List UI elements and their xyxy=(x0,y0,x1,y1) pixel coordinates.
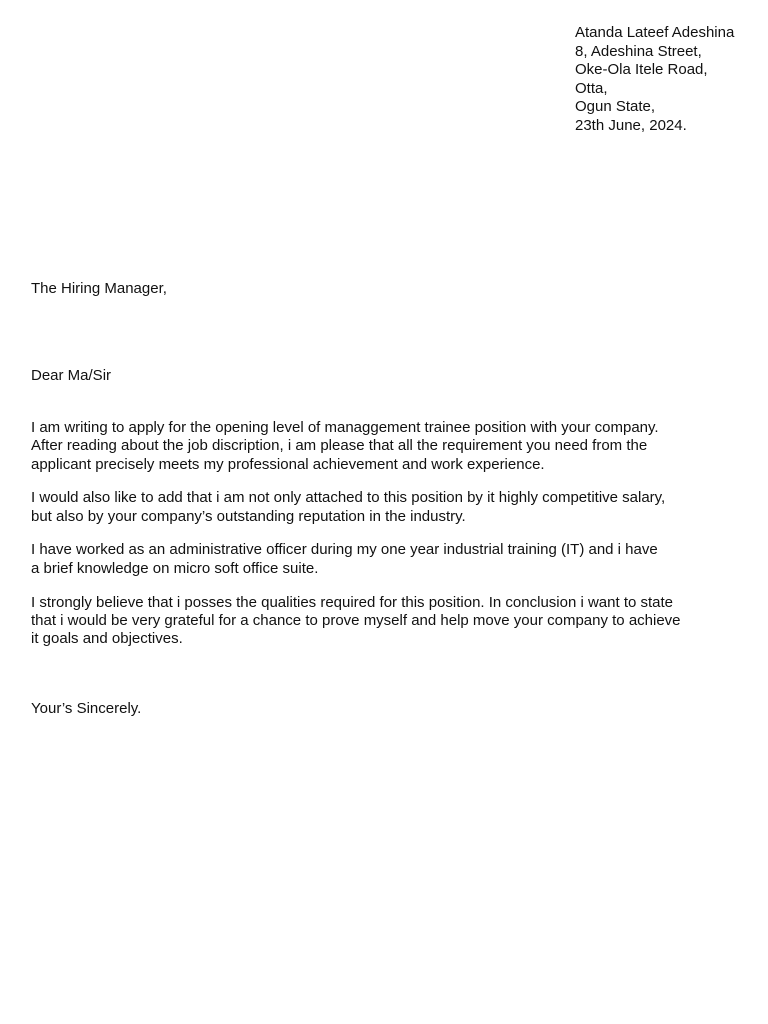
sender-name: Atanda Lateef Adeshina xyxy=(575,24,735,41)
body-paragraph-2 xyxy=(31,489,761,526)
body-line: that i would be very grateful for a chance to prove myself and help move your company to achieve xyxy=(31,611,681,629)
body-line: I would also like to add that i am not only attached to this position by it highly competitive salary, xyxy=(31,489,666,507)
sender-state: Ogun State, xyxy=(575,98,656,115)
body-paragraph-4 xyxy=(31,594,761,649)
letter-body xyxy=(31,419,761,664)
body-line: it goals and objectives. xyxy=(31,630,183,648)
letter-date: 23th June, 2024. xyxy=(575,116,687,134)
sender-street: 8, Adeshina Street, xyxy=(575,42,702,60)
sender-address-block xyxy=(575,24,765,135)
body-line: a brief knowledge on micro soft office suite. xyxy=(31,559,319,577)
body-paragraph-1 xyxy=(31,419,761,474)
sender-road: Oke-Ola Itele Road, xyxy=(575,61,708,78)
body-line: but also by your company’s outstanding reputation in the industry. xyxy=(31,507,466,525)
salutation: Dear Ma/Sir xyxy=(31,367,112,384)
body-line: applicant precisely meets my professional achievement and work experience. xyxy=(31,455,545,473)
recipient-line: The Hiring Manager, xyxy=(31,280,167,297)
body-paragraph-3 xyxy=(31,541,761,578)
sender-town: Otta, xyxy=(575,79,608,97)
body-line: I am writing to apply for the opening level of managgement trainee position with your company. xyxy=(31,419,659,436)
closing-line: Your’s Sincerely. xyxy=(31,700,142,717)
body-line: I strongly believe that i posses the qualities required for this position. In conclusion i want to state xyxy=(31,593,674,611)
body-line: I have worked as an administrative officer during my one year industrial training (IT) and i have xyxy=(31,541,658,559)
body-line: After reading about the job discription, i am please that all the requirement you need from the xyxy=(31,437,648,455)
